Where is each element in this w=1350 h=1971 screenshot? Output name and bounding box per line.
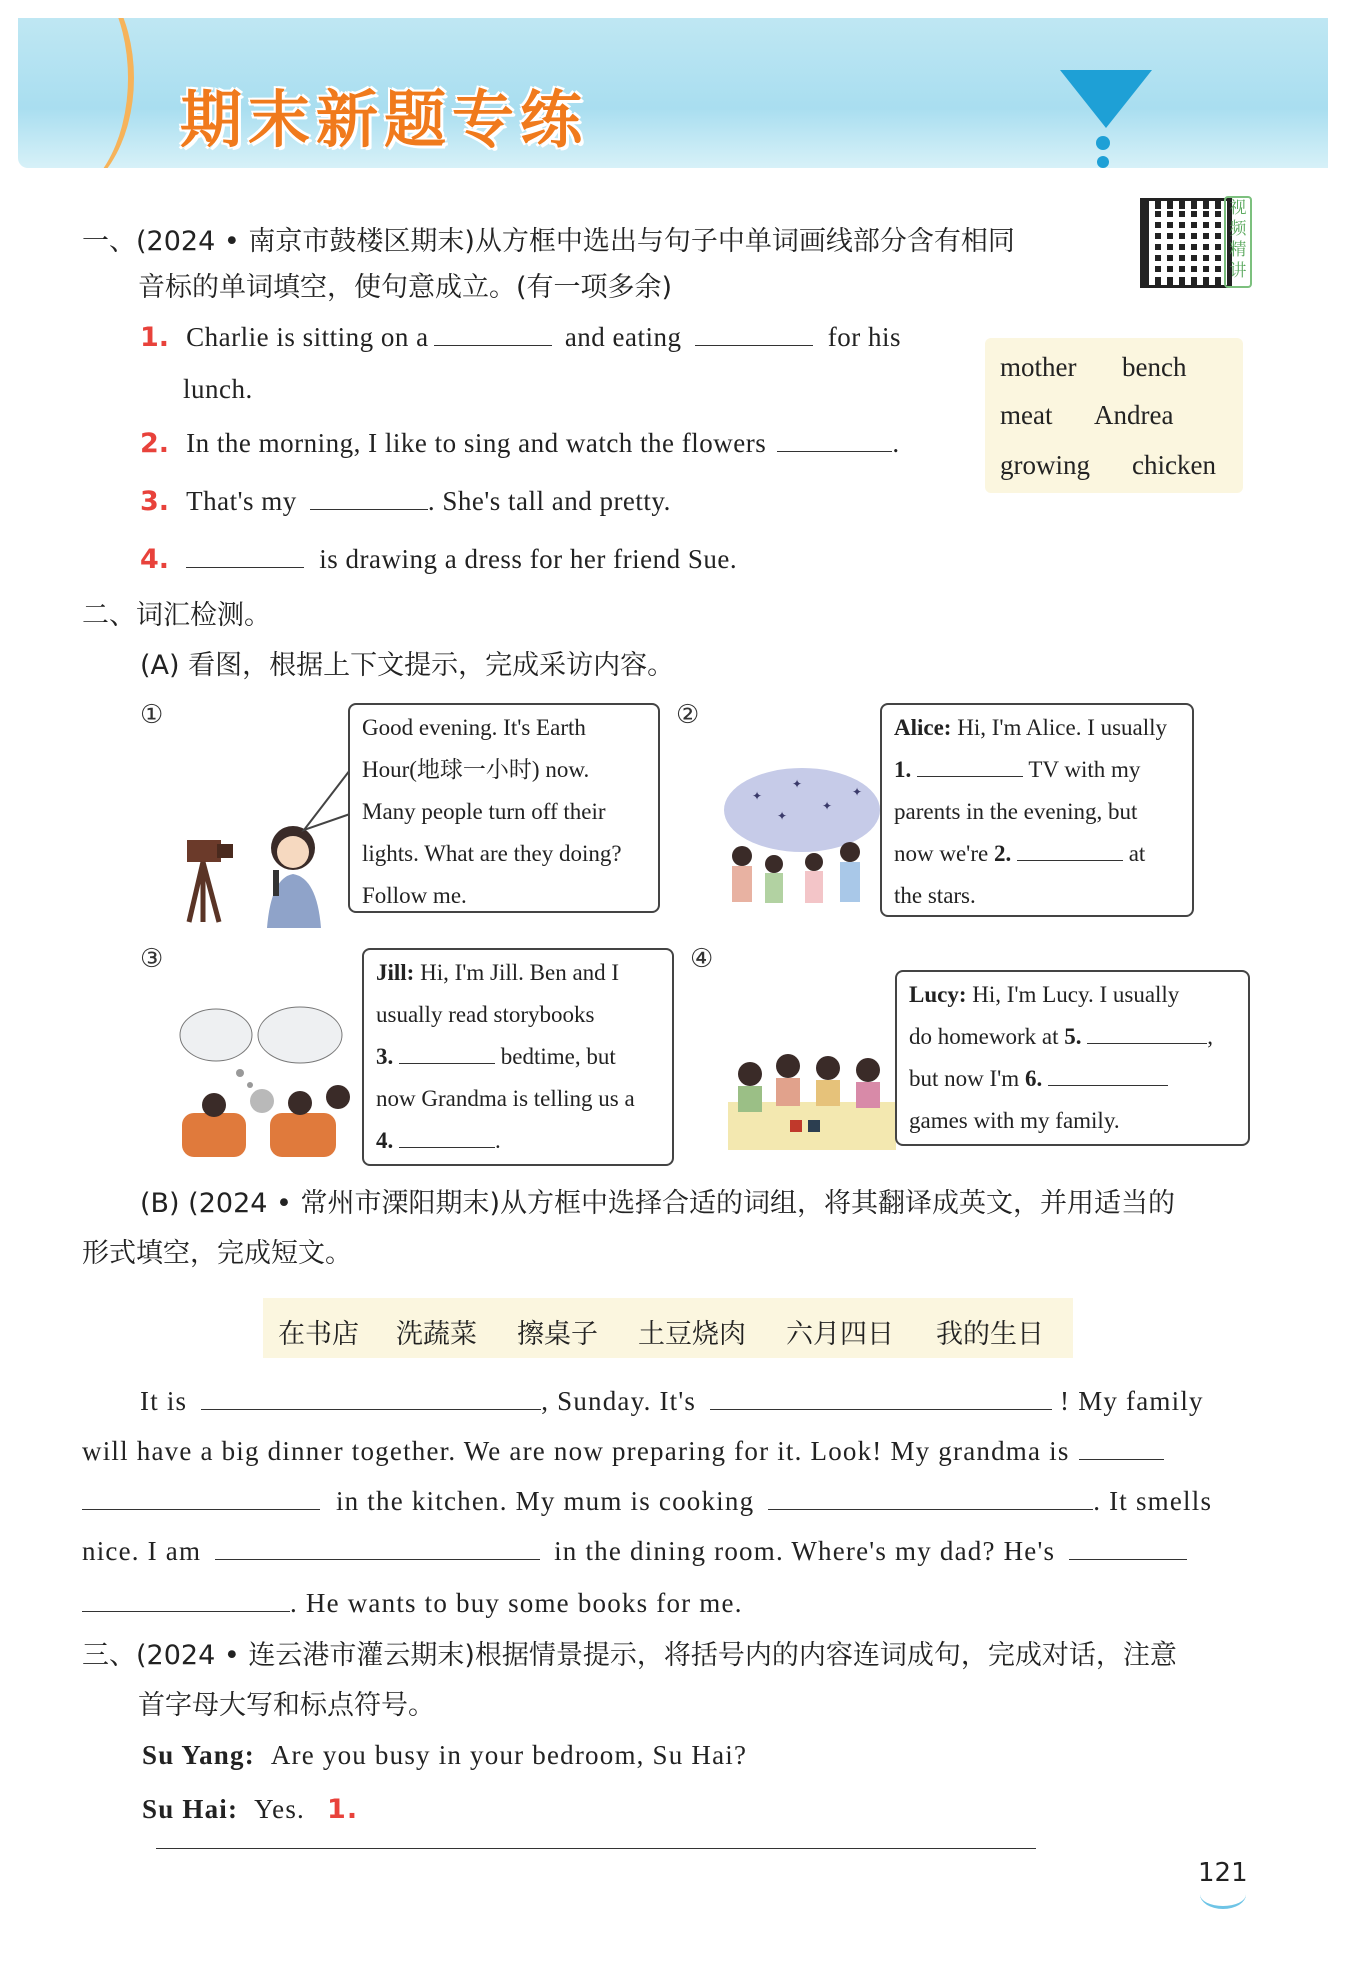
dialogue-text: Are you busy in your bedroom, Su Hai? (270, 1740, 748, 1770)
bubble-line: Good evening. It's Earth (362, 715, 586, 740)
bubble-line: but now I'm (909, 1066, 1020, 1091)
speaker-name: Alice: (894, 715, 952, 740)
svg-text:✦: ✦ (822, 799, 833, 813)
page-number: 121 (1198, 1858, 1248, 1888)
picture-marker: ① (140, 700, 164, 730)
dot-icon (1096, 136, 1110, 150)
svg-text:✦: ✦ (777, 809, 788, 823)
q4-number: 4. (140, 544, 170, 575)
passage-line-2 (82, 1436, 1164, 1467)
blank-number: 5. (1064, 1024, 1082, 1049)
answer-blank[interactable] (186, 545, 304, 568)
answer-blank[interactable] (82, 1589, 290, 1612)
q2-end: . (892, 428, 900, 458)
section2-partB-cont: 形式填空，完成短文。 (82, 1238, 352, 1269)
question-number: 1. (326, 1794, 359, 1825)
bubble-line: Many people turn off their (362, 799, 606, 824)
passage-text: , Sunday. It's (541, 1386, 697, 1416)
q3-text: That's my (186, 486, 297, 516)
passage-text: in the dining room. Where's my dad? He's (554, 1536, 1056, 1566)
speech-bubble-jill (362, 948, 674, 1166)
passage-line-1 (140, 1386, 1204, 1417)
answer-blank[interactable] (399, 1041, 495, 1064)
q1-number: 1. (140, 322, 170, 353)
answer-blank[interactable] (310, 487, 428, 510)
passage-line-4 (82, 1536, 1187, 1567)
bubble-line: lights. What are they doing? (362, 841, 622, 866)
camera-icon (187, 840, 233, 922)
speech-bubble-lucy (895, 970, 1250, 1146)
answer-blank[interactable] (917, 754, 1023, 777)
section2-heading: 二、词汇检测。 (82, 600, 271, 631)
q1-line (140, 322, 901, 353)
answer-blank[interactable] (1017, 838, 1123, 861)
blank-number: 1. (894, 757, 912, 782)
blank-number: 2. (993, 841, 1012, 866)
bubble-line: Hour(地球一小时) now. (362, 757, 590, 782)
banner-arc-decoration (18, 18, 134, 168)
passage-text: . He wants to buy some books for me. (290, 1588, 743, 1618)
bubble-line: at (1128, 841, 1146, 866)
word-option: growing (1000, 450, 1090, 480)
answer-blank[interactable] (1079, 1437, 1164, 1460)
q2-text: In the morning, I like to sing and watch the flowers (186, 428, 767, 458)
svg-text:✦: ✦ (792, 777, 803, 791)
dialogue-line-1 (142, 1740, 747, 1771)
tag-char: 频 (1229, 219, 1247, 239)
bubble-line: games with my family. (909, 1108, 1120, 1133)
dialogue-line-2 (142, 1794, 1252, 1856)
q1-text: and eating (564, 322, 682, 352)
q4-text: is drawing a dress for her friend Sue. (319, 544, 738, 574)
picture-marker: ② (676, 700, 700, 730)
answer-blank[interactable] (695, 323, 813, 346)
section3-heading: 三、(2024 • 连云港市灌云期末)根据情景提示，将括号内的内容连词成句，完成对话，注意 (82, 1640, 1177, 1671)
answer-blank[interactable] (215, 1537, 540, 1560)
bubble-line: do homework at (909, 1024, 1059, 1049)
answer-blank[interactable] (1048, 1063, 1168, 1086)
bubble-line: bedtime, but (500, 1044, 616, 1069)
speaker-name: Jill: (376, 960, 415, 985)
passage-text: in the kitchen. My mum is cooking (335, 1486, 755, 1516)
bubble-line: Hi, I'm Jill. Ben and I (414, 960, 620, 985)
answer-blank[interactable] (156, 1826, 1036, 1849)
funnel-icon (1060, 70, 1152, 128)
svg-text:✦: ✦ (752, 789, 763, 803)
answer-blank[interactable] (201, 1387, 541, 1410)
bubble-line: usually read storybooks (376, 1002, 595, 1027)
phrase-option: 土豆烧肉 (638, 1319, 746, 1350)
page-number-decoration (1200, 1880, 1246, 1909)
passage-text: ! My family (1060, 1386, 1204, 1416)
q1-text: for his (827, 322, 901, 352)
bubble-line: Hi, I'm Lucy. I usually (966, 982, 1180, 1007)
phrase-option: 六月四日 (786, 1319, 894, 1350)
q1-text-cont: lunch. (183, 374, 253, 404)
bubble-line: . (495, 1128, 501, 1153)
section1-heading: 一、(2024 • 南京市鼓楼区期末)从方框中选出与句子中单词画线部分含有相同 (82, 226, 1015, 257)
qr-code[interactable] (1140, 198, 1232, 288)
passage-text: will have a big dinner together. We are now preparing for it. Look! My grandma is (82, 1436, 1070, 1466)
bubble-line: now Grandma is telling us a (376, 1086, 635, 1111)
bubble-line: Hi, I'm Alice. I usually (951, 715, 1168, 740)
tag-char: 讲 (1229, 261, 1247, 281)
section1-heading-cont: 音标的单词填空，使句意成立。(有一项多余) (138, 272, 673, 303)
section3-heading-cont: 首字母大写和标点符号。 (138, 1690, 435, 1721)
tag-char: 视 (1229, 198, 1247, 218)
passage-line-5 (82, 1588, 743, 1619)
answer-blank[interactable] (1069, 1537, 1187, 1560)
phrase-option: 在书店 (278, 1319, 359, 1350)
blank-number: 4. (376, 1128, 394, 1153)
speaker-name: Lucy: (909, 982, 967, 1007)
svg-text:✦: ✦ (852, 785, 863, 799)
answer-blank[interactable] (399, 1125, 495, 1148)
q3-line (140, 486, 671, 517)
bubble-line: parents in the evening, but (894, 799, 1138, 824)
storytelling-illustration (178, 1005, 358, 1165)
bubble-line: Follow me. (362, 883, 467, 908)
phrase-option: 洗蔬菜 (396, 1319, 477, 1350)
bubble-line: , (1207, 1024, 1213, 1049)
speaker-name: Su Yang: (142, 1740, 255, 1770)
phrase-option: 我的生日 (936, 1319, 1044, 1350)
blank-number: 3. (376, 1044, 394, 1069)
answer-blank[interactable] (777, 429, 892, 452)
speaker-name: Su Hai: (142, 1794, 239, 1824)
answer-blank[interactable] (768, 1487, 1093, 1510)
stargazing-illustration (722, 760, 882, 910)
section2-partA: (A) 看图，根据上下文提示，完成采访内容。 (140, 650, 675, 681)
q1-text: Charlie is sitting on a (186, 322, 429, 352)
word-option: meat (1000, 400, 1053, 430)
picture-marker: ④ (690, 944, 714, 974)
blank-number: 6. (1024, 1066, 1043, 1091)
video-tag (1224, 196, 1252, 288)
answer-blank[interactable] (82, 1487, 320, 1510)
dialogue-text: Yes. (254, 1794, 305, 1824)
passage-text: It is (140, 1386, 188, 1416)
speech-bubble-host (348, 703, 660, 913)
word-option: chicken (1132, 450, 1216, 480)
answer-blank[interactable] (710, 1387, 1052, 1410)
q2-number: 2. (140, 428, 170, 459)
word-option: bench (1122, 352, 1187, 382)
speech-bubble-alice (880, 703, 1194, 917)
q3-number: 3. (140, 486, 170, 517)
word-box (985, 338, 1243, 493)
q2-line (140, 428, 900, 459)
answer-blank[interactable] (1087, 1021, 1207, 1044)
bubble-line: TV with my (1028, 757, 1141, 782)
q4-line (140, 544, 737, 575)
tag-char: 精 (1229, 240, 1247, 260)
answer-blank[interactable] (434, 323, 552, 346)
word-option: mother (1000, 352, 1077, 382)
passage-text: nice. I am (82, 1536, 202, 1566)
bubble-line: now we're (894, 841, 989, 866)
picture-marker: ③ (140, 944, 164, 974)
section2-partB: (B) (2024 • 常州市溧阳期末)从方框中选择合适的词组，将其翻译成英文，并用适当的 (140, 1188, 1176, 1219)
q3-text: . She's tall and pretty. (427, 486, 671, 516)
passage-line-3 (82, 1486, 1212, 1517)
word-option: Andrea (1094, 400, 1174, 430)
family-games-illustration (728, 1040, 896, 1150)
bubble-line: the stars. (894, 883, 976, 908)
phrase-box (263, 1298, 1073, 1358)
reporter-icon (267, 826, 321, 928)
phrase-option: 擦桌子 (517, 1319, 598, 1350)
dot-icon (1097, 156, 1109, 168)
passage-text: . It smells (1093, 1486, 1213, 1516)
page-title: 期末新题专练 (180, 83, 589, 156)
